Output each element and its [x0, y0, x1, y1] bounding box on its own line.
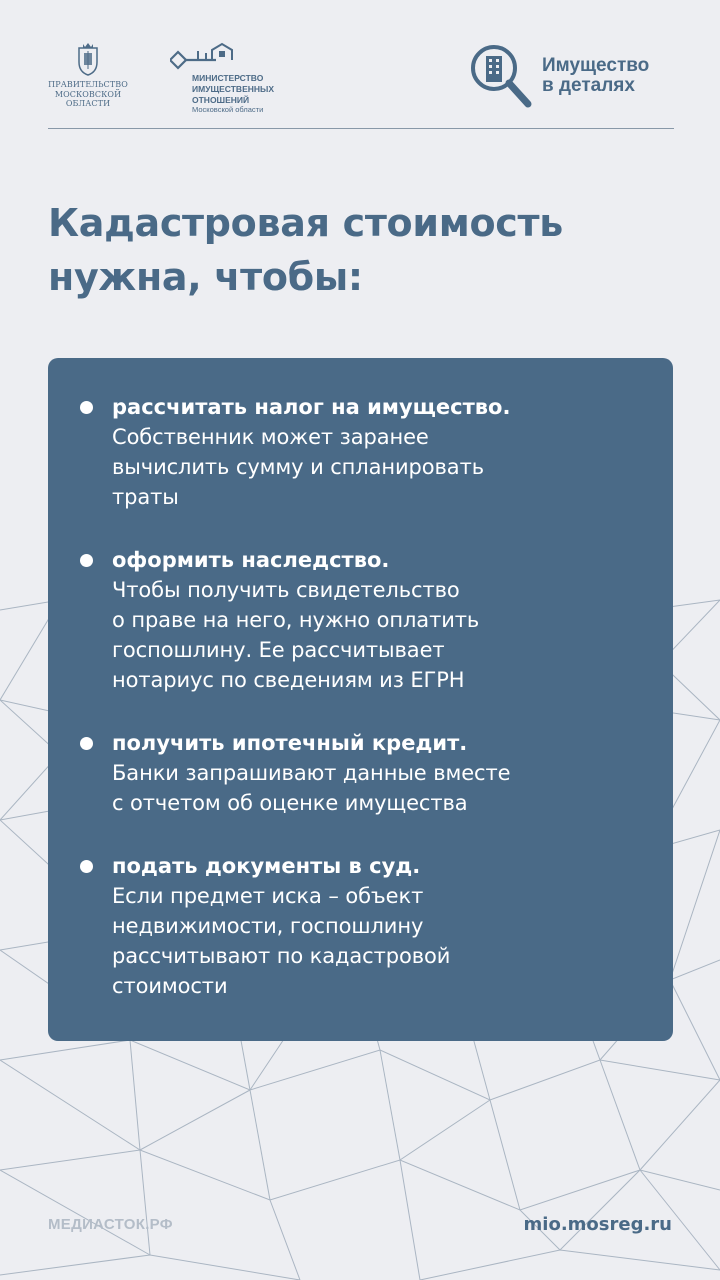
ministry-line-3: ОТНОШЕНИЙ: [192, 95, 250, 105]
header-divider: [48, 128, 674, 129]
brand-text: [542, 56, 649, 96]
bullet-icon: [80, 737, 93, 750]
gov-logo-line-3: ОБЛАСТИ: [65, 99, 111, 108]
key-house-icon: [170, 42, 242, 72]
item-heading: получить ипотечный кредит.: [112, 731, 468, 755]
gov-logo-caption: [48, 80, 128, 109]
brand-logo: [470, 44, 676, 110]
header: [48, 40, 674, 130]
gov-logo-line-2: МОСКОВСКОЙ: [54, 89, 122, 99]
list-item: [112, 851, 632, 1001]
item-heading: оформить наследство.: [112, 548, 390, 572]
item-heading: рассчитать налог на имущество.: [112, 395, 511, 419]
ministry-line-1: МИНИСТЕРСТВО: [192, 73, 264, 83]
coat-of-arms-icon: [75, 42, 101, 76]
list-item: [112, 545, 632, 695]
gov-logo-line-1: ПРАВИТЕЛЬСТВО: [48, 80, 128, 89]
magnifier-building-icon: [470, 44, 536, 110]
bullet-icon: [80, 554, 93, 567]
item-heading: подать документы в суд.: [112, 854, 421, 878]
bullet-icon: [80, 401, 93, 414]
item-body: Банки запрашивают данные вместе с отчетом об оценке имущества: [112, 761, 511, 815]
item-body: Собственник может заранее вычислить сумму и спланировать траты: [112, 425, 484, 509]
brand-line-1: Имущество: [542, 55, 650, 76]
ministry-logo: [170, 42, 320, 115]
list-item: [112, 392, 632, 512]
bullet-icon: [80, 860, 93, 873]
list-item: [112, 728, 632, 818]
gov-logo: [48, 42, 128, 109]
title-line-2: нужна, чтобы:: [48, 255, 363, 299]
ministry-subline: Московской области: [192, 105, 264, 114]
page-title: [48, 196, 688, 304]
item-body: Если предмет иска – объект недвижимости, госпошлину рассчитывают по кадастровой стоимости: [112, 884, 451, 998]
site-url: mio.mosreg.ru: [523, 1214, 672, 1235]
ministry-line-2: ИМУЩЕСТВЕННЫХ: [192, 84, 275, 94]
item-body: Чтобы получить свидетельство о праве на него, нужно оплатить госпошлину. Ее рассчитывает нотариус по сведениям из ЕГРН: [112, 578, 480, 692]
info-card: [48, 358, 673, 1041]
title-line-1: Кадастровая стоимость: [48, 201, 563, 245]
watermark-text: МЕДИАСТОК.РФ: [48, 1216, 173, 1233]
brand-line-2: в деталях: [542, 75, 635, 96]
